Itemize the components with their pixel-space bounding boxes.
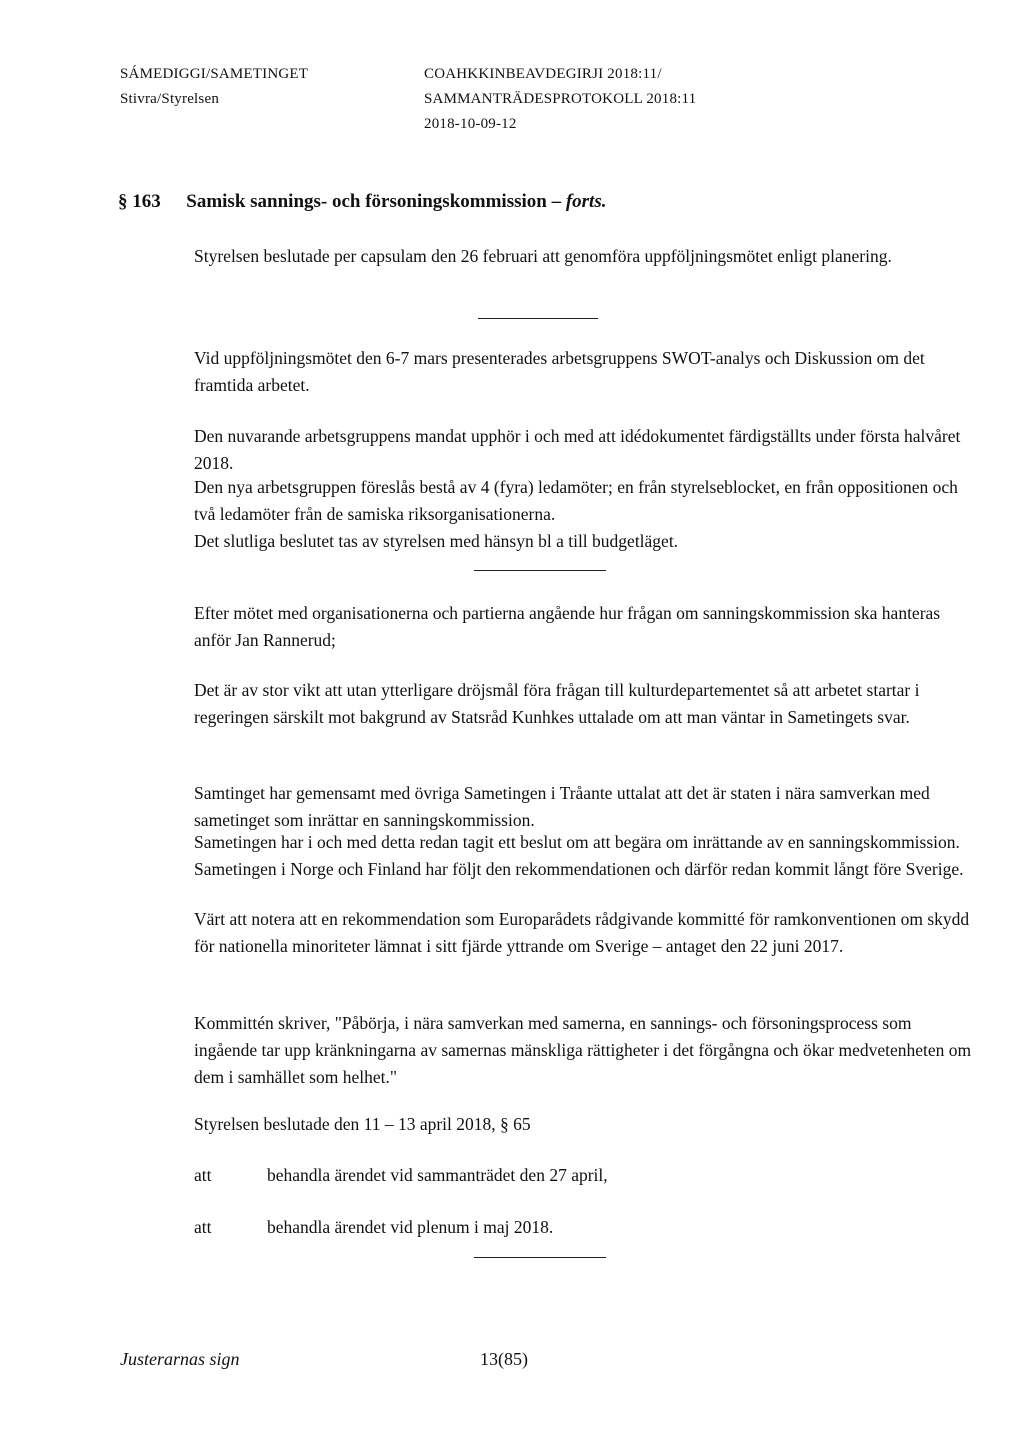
paragraph-7a: Samtinget har gemensamt med övriga Sametingen i Tråante uttalat att det är staten i nära samverkan med sametinget som inrättar en sanningskommission. [194, 783, 930, 830]
paragraph-4b: Det slutliga beslutet tas av styrelsen med hänsyn bl a till budgetläget. [194, 531, 679, 551]
divider-2 [474, 570, 606, 571]
paragraph-5: Efter mötet med organisationerna och partierna angående hur frågan om sanningskommission ska hanteras anför Jan Rannerud; [194, 603, 941, 650]
paragraph-4a: Den nya arbetsgruppen föreslås bestå av 4 (fyra) ledamöter; en från styrelseblocket, en från oppositionen och två ledamöter från de samiska riksorganisationerna. [194, 477, 958, 524]
header-doc-line2: SAMMANTRÄDESPROTOKOLL 2018:11 [424, 91, 697, 107]
divider-3 [474, 1257, 606, 1258]
header-doc-line1: COAHKKINBEAVDEGIRJI 2018:11/ [424, 66, 662, 82]
paragraph-3: Den nuvarande arbetsgruppens mandat upphör i och med att idédokumentet färdigställts under första halvåret 2018. [194, 426, 961, 473]
paragraph-9: Styrelsen beslutade den 11 – 13 april 2018, § 65 [194, 1114, 531, 1134]
section-symbol: § [118, 191, 128, 212]
section-title: Samisk sannings- och försoningskommission – [186, 191, 562, 212]
header-org-line2: Stivra/Styrelsen [120, 91, 220, 107]
divider-1 [478, 318, 598, 319]
footer-sign-label: Justerarnas sign [120, 1349, 240, 1369]
header-date: 2018-10-09-12 [424, 116, 517, 132]
paragraph-8: Kommittén skriver, "Påbörja, i nära samverkan med samerna, en sannings- och försoningsprocess som ingående tar upp kränkningarna av samernas mänskliga rättigheter i det förgångna och ökar medvetenheten om dem i samhället som helhet." [194, 1013, 972, 1087]
footer-page-number: 13(85) [480, 1349, 528, 1369]
decision-1-label: att [194, 1165, 212, 1185]
section-number: 163 [132, 191, 161, 212]
decision-2-text: behandla ärendet vid plenum i maj 2018. [267, 1217, 554, 1237]
paragraph-2: Vid uppföljningsmötet den 6-7 mars presenterades arbetsgruppens SWOT-analys och Diskussion om det framtida arbetet. [194, 348, 925, 395]
paragraph-6: Det är av stor vikt att utan ytterligare dröjsmål föra frågan till kulturdepartementet så att arbetet startar i regeringen särskilt mot bakgrund av Statsråd Kunhkes uttalade om att man väntar in Sametingets svar. [194, 680, 920, 727]
section-title-suffix: forts. [565, 191, 607, 212]
paragraph-7c: Värt att notera att en rekommendation som Europarådets rådgivande kommitté för ramkonventionen om skydd för nationella minoriteter lämnat i sitt fjärde yttrande om Sverige – antaget den 22 juni 2017. [194, 909, 970, 956]
decision-2-label: att [194, 1217, 212, 1237]
header-org-line1: SÁMEDIGGI/SAMETINGET [120, 66, 309, 82]
paragraph-7b: Sametingen har i och med detta redan tagit ett beslut om att begära om inrättande av en sanningskommission. Sametingen i Norge och Finland har följt den rekommendationen och därför redan kommit långt före Sverige. [194, 832, 964, 879]
section-heading [118, 191, 606, 213]
decision-1-text: behandla ärendet vid sammanträdet den 27 april, [267, 1165, 608, 1185]
paragraph-1: Styrelsen beslutade per capsulam den 26 februari att genomföra uppföljningsmötet enligt planering. [194, 246, 892, 266]
